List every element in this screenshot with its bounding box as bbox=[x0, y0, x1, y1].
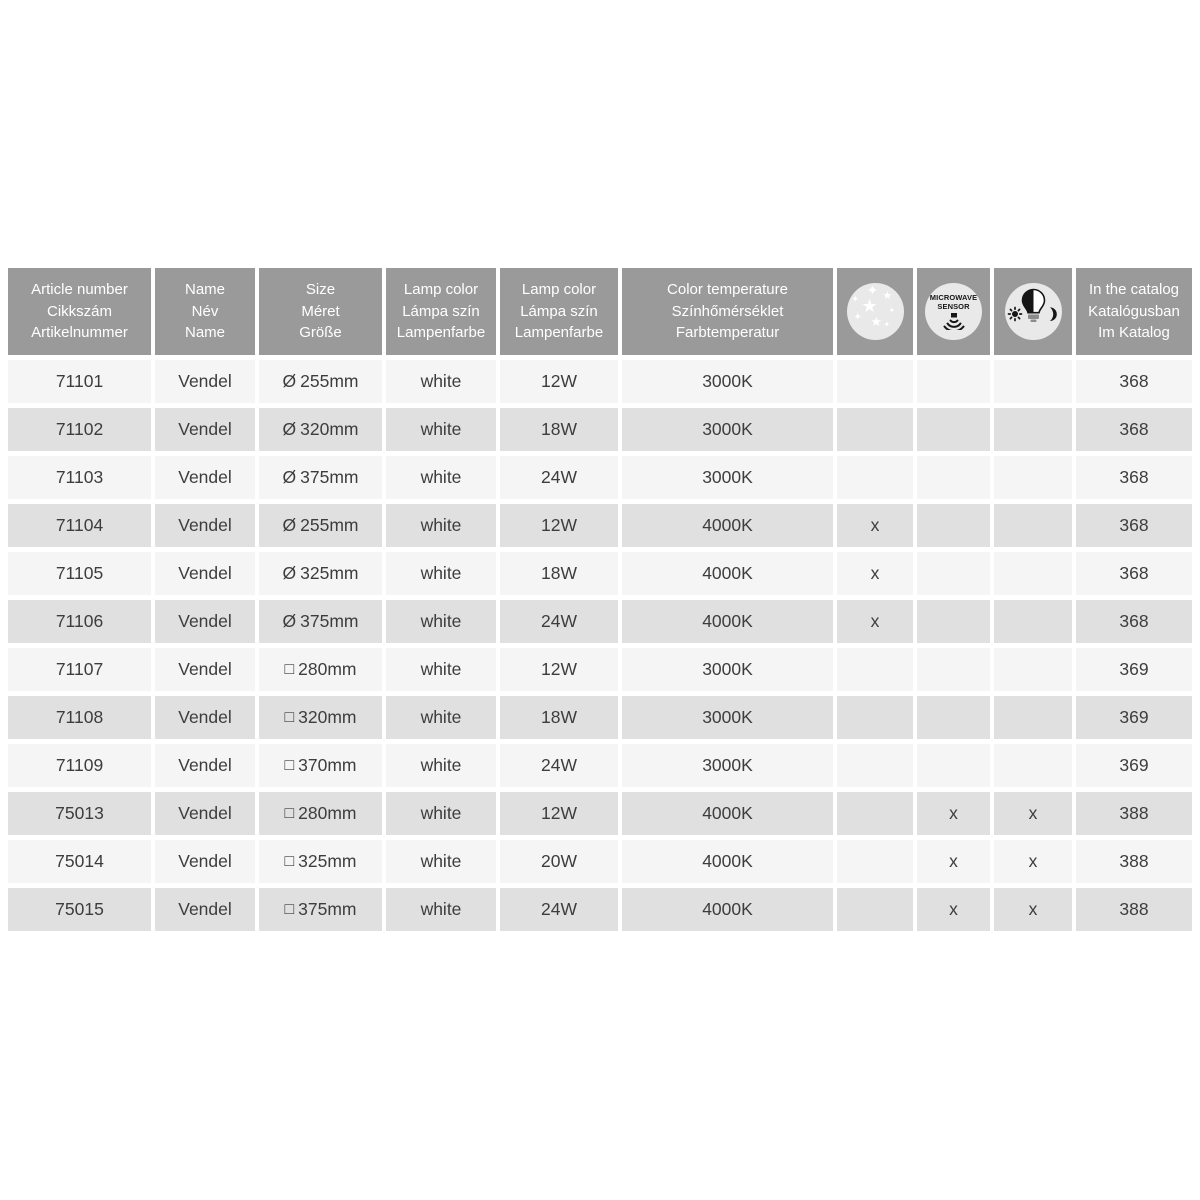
cell-size: □ 280mm bbox=[259, 648, 382, 691]
cell-day-night-sensor bbox=[994, 456, 1072, 499]
cell-lamp-color: white bbox=[386, 600, 496, 643]
cell-size: □ 280mm bbox=[259, 792, 382, 835]
table-row bbox=[8, 504, 1192, 547]
cell-article: 75013 bbox=[8, 792, 151, 835]
col-header-catalog bbox=[1076, 268, 1192, 355]
cell-name: Vendel bbox=[155, 600, 255, 643]
star-glyph: ★ bbox=[861, 296, 878, 316]
cell-stars-feature bbox=[837, 696, 913, 739]
star-glyph: ✦ bbox=[883, 320, 891, 329]
cell-wattage: 12W bbox=[500, 360, 618, 403]
cell-stars-feature: x bbox=[837, 504, 913, 547]
table-body bbox=[8, 360, 1192, 931]
cell-stars-feature bbox=[837, 840, 913, 883]
cell-stars-feature bbox=[837, 744, 913, 787]
table-row bbox=[8, 888, 1192, 931]
star-glyph: ✦ bbox=[853, 312, 862, 323]
header-line: Katalógusban bbox=[1088, 302, 1180, 320]
cell-lamp-color: white bbox=[386, 696, 496, 739]
cell-article: 71103 bbox=[8, 456, 151, 499]
cell-stars-feature bbox=[837, 456, 913, 499]
cell-article: 71109 bbox=[8, 744, 151, 787]
cell-size: Ø 325mm bbox=[259, 552, 382, 595]
cell-stars-feature bbox=[837, 648, 913, 691]
header-line: Lampenfarbe bbox=[514, 324, 604, 342]
header-line: Lamp color bbox=[403, 281, 479, 299]
cell-lamp-color: white bbox=[386, 792, 496, 835]
square-shape-icon: □ bbox=[284, 901, 295, 918]
header-line: Im Katalog bbox=[1098, 324, 1170, 342]
cell-day-night-sensor bbox=[994, 360, 1072, 403]
star-glyph: ★ bbox=[882, 290, 893, 302]
cell-catalog: 388 bbox=[1076, 888, 1192, 931]
round-shape-icon: Ø bbox=[282, 515, 297, 535]
header-line: Név bbox=[191, 302, 219, 320]
cell-microwave-sensor bbox=[917, 504, 990, 547]
cell-wattage: 18W bbox=[500, 696, 618, 739]
cell-catalog: 368 bbox=[1076, 504, 1192, 547]
cell-wattage: 24W bbox=[500, 744, 618, 787]
col-header-stars-feature bbox=[837, 268, 913, 355]
cell-day-night-sensor bbox=[994, 744, 1072, 787]
cell-catalog: 368 bbox=[1076, 360, 1192, 403]
cell-color-temperature: 3000K bbox=[622, 408, 833, 451]
cell-catalog: 368 bbox=[1076, 600, 1192, 643]
header-line: Színhőmérséklet bbox=[671, 302, 784, 320]
col-header-name bbox=[155, 268, 255, 355]
round-shape-icon: Ø bbox=[282, 467, 297, 487]
cell-catalog: 369 bbox=[1076, 696, 1192, 739]
cell-microwave-sensor bbox=[917, 696, 990, 739]
cell-size: □ 375mm bbox=[259, 888, 382, 931]
cell-stars-feature: x bbox=[837, 600, 913, 643]
cell-name: Vendel bbox=[155, 888, 255, 931]
header-line: Artikelnummer bbox=[31, 324, 128, 342]
col-header-wattage bbox=[500, 268, 618, 355]
cell-microwave-sensor bbox=[917, 744, 990, 787]
cell-catalog: 369 bbox=[1076, 648, 1192, 691]
cell-catalog: 368 bbox=[1076, 408, 1192, 451]
header-line: Lámpa szín bbox=[402, 302, 480, 320]
cell-article: 71104 bbox=[8, 504, 151, 547]
round-shape-icon: Ø bbox=[282, 419, 297, 439]
table-row bbox=[8, 792, 1192, 835]
cell-wattage: 24W bbox=[500, 456, 618, 499]
cell-name: Vendel bbox=[155, 504, 255, 547]
microwave-sensor-icon bbox=[925, 283, 982, 340]
cell-color-temperature: 3000K bbox=[622, 456, 833, 499]
cell-microwave-sensor: x bbox=[917, 888, 990, 931]
cell-microwave-sensor bbox=[917, 456, 990, 499]
cell-name: Vendel bbox=[155, 744, 255, 787]
cell-wattage: 18W bbox=[500, 408, 618, 451]
cell-stars-feature bbox=[837, 360, 913, 403]
cell-article: 75015 bbox=[8, 888, 151, 931]
cell-color-temperature: 4000K bbox=[622, 888, 833, 931]
table-row bbox=[8, 600, 1192, 643]
cell-color-temperature: 3000K bbox=[622, 744, 833, 787]
cell-article: 71106 bbox=[8, 600, 151, 643]
cell-day-night-sensor bbox=[994, 696, 1072, 739]
table-row bbox=[8, 696, 1192, 739]
header-line: Article number bbox=[31, 281, 128, 299]
cell-size: □ 370mm bbox=[259, 744, 382, 787]
cell-name: Vendel bbox=[155, 648, 255, 691]
cell-day-night-sensor bbox=[994, 648, 1072, 691]
header-line: Cikkszám bbox=[46, 302, 112, 320]
cell-stars-feature: x bbox=[837, 552, 913, 595]
square-shape-icon: □ bbox=[284, 709, 295, 726]
star-glyph: ✦ bbox=[851, 294, 860, 304]
cell-day-night-sensor: x bbox=[994, 792, 1072, 835]
cell-microwave-sensor bbox=[917, 600, 990, 643]
col-header-color-temperature bbox=[622, 268, 833, 355]
cell-lamp-color: white bbox=[386, 456, 496, 499]
cell-catalog: 368 bbox=[1076, 552, 1192, 595]
cell-color-temperature: 4000K bbox=[622, 792, 833, 835]
cell-microwave-sensor bbox=[917, 408, 990, 451]
table-row bbox=[8, 744, 1192, 787]
square-shape-icon: □ bbox=[284, 805, 295, 822]
cell-microwave-sensor bbox=[917, 360, 990, 403]
cell-size: □ 320mm bbox=[259, 696, 382, 739]
cell-day-night-sensor: x bbox=[994, 888, 1072, 931]
cell-lamp-color: white bbox=[386, 504, 496, 547]
cell-wattage: 12W bbox=[500, 648, 618, 691]
sun-glyph bbox=[1008, 308, 1021, 321]
cell-name: Vendel bbox=[155, 792, 255, 835]
col-header-day-night-sensor bbox=[994, 268, 1072, 355]
cell-lamp-color: white bbox=[386, 552, 496, 595]
header-line: Méret bbox=[301, 302, 340, 320]
star-glyph: ✦ bbox=[888, 306, 896, 315]
header-line: Lampenfarbe bbox=[396, 324, 486, 342]
cell-catalog: 369 bbox=[1076, 744, 1192, 787]
cell-name: Vendel bbox=[155, 360, 255, 403]
cell-wattage: 24W bbox=[500, 600, 618, 643]
cell-size: Ø 255mm bbox=[259, 360, 382, 403]
cell-size: □ 325mm bbox=[259, 840, 382, 883]
cell-name: Vendel bbox=[155, 408, 255, 451]
round-shape-icon: Ø bbox=[282, 563, 297, 583]
cell-day-night-sensor bbox=[994, 504, 1072, 547]
round-shape-icon: Ø bbox=[282, 371, 297, 391]
star-glyph: ★ bbox=[870, 314, 883, 329]
cell-name: Vendel bbox=[155, 840, 255, 883]
cell-stars-feature bbox=[837, 408, 913, 451]
table-row bbox=[8, 552, 1192, 595]
cell-catalog: 368 bbox=[1076, 456, 1192, 499]
cell-article: 71101 bbox=[8, 360, 151, 403]
header-line: Color temperature bbox=[667, 281, 788, 299]
cell-lamp-color: white bbox=[386, 408, 496, 451]
cell-name: Vendel bbox=[155, 552, 255, 595]
cell-size: Ø 320mm bbox=[259, 408, 382, 451]
header-line: Size bbox=[305, 281, 336, 299]
cell-size: Ø 375mm bbox=[259, 600, 382, 643]
cell-color-temperature: 3000K bbox=[622, 696, 833, 739]
cell-day-night-sensor bbox=[994, 600, 1072, 643]
cell-catalog: 388 bbox=[1076, 792, 1192, 835]
cell-day-night-sensor bbox=[994, 552, 1072, 595]
header-line: Name bbox=[184, 324, 225, 342]
cell-lamp-color: white bbox=[386, 888, 496, 931]
round-shape-icon: Ø bbox=[282, 611, 297, 631]
table-row bbox=[8, 456, 1192, 499]
cell-day-night-sensor: x bbox=[994, 840, 1072, 883]
cell-microwave-sensor: x bbox=[917, 792, 990, 835]
cell-article: 75014 bbox=[8, 840, 151, 883]
cell-article: 71107 bbox=[8, 648, 151, 691]
header-line: Lámpa szín bbox=[520, 302, 598, 320]
cell-wattage: 24W bbox=[500, 888, 618, 931]
square-shape-icon: □ bbox=[284, 661, 295, 678]
cell-color-temperature: 3000K bbox=[622, 360, 833, 403]
product-table bbox=[4, 263, 1196, 936]
cell-wattage: 12W bbox=[500, 504, 618, 547]
table-row bbox=[8, 648, 1192, 691]
cell-color-temperature: 4000K bbox=[622, 504, 833, 547]
sensor-label: SENSOR bbox=[937, 302, 970, 311]
header-line: Farbtemperatur bbox=[675, 324, 780, 342]
cell-lamp-color: white bbox=[386, 744, 496, 787]
table-row bbox=[8, 408, 1192, 451]
table-row bbox=[8, 840, 1192, 883]
cell-microwave-sensor: x bbox=[917, 840, 990, 883]
day-night-sensor-icon bbox=[1005, 283, 1062, 340]
col-header-size bbox=[259, 268, 382, 355]
header-row bbox=[8, 268, 1192, 355]
cell-wattage: 12W bbox=[500, 792, 618, 835]
cell-color-temperature: 4000K bbox=[622, 552, 833, 595]
header-line: Größe bbox=[299, 324, 342, 342]
cell-wattage: 20W bbox=[500, 840, 618, 883]
cell-microwave-sensor bbox=[917, 552, 990, 595]
cell-wattage: 18W bbox=[500, 552, 618, 595]
stars-icon bbox=[847, 283, 904, 340]
cell-day-night-sensor bbox=[994, 408, 1072, 451]
cell-catalog: 388 bbox=[1076, 840, 1192, 883]
col-header-article bbox=[8, 268, 151, 355]
cell-color-temperature: 4000K bbox=[622, 600, 833, 643]
cell-name: Vendel bbox=[155, 456, 255, 499]
cell-article: 71105 bbox=[8, 552, 151, 595]
star-glyph: ✦ bbox=[866, 283, 879, 298]
cell-color-temperature: 3000K bbox=[622, 648, 833, 691]
cell-article: 71102 bbox=[8, 408, 151, 451]
cell-size: Ø 255mm bbox=[259, 504, 382, 547]
cell-lamp-color: white bbox=[386, 648, 496, 691]
cell-lamp-color: white bbox=[386, 360, 496, 403]
cell-name: Vendel bbox=[155, 696, 255, 739]
header-line: In the catalog bbox=[1088, 281, 1180, 299]
cell-color-temperature: 4000K bbox=[622, 840, 833, 883]
cell-article: 71108 bbox=[8, 696, 151, 739]
header-line: Name bbox=[184, 281, 225, 299]
header-line: Lamp color bbox=[521, 281, 597, 299]
cell-stars-feature bbox=[837, 792, 913, 835]
cell-lamp-color: white bbox=[386, 840, 496, 883]
cell-microwave-sensor bbox=[917, 648, 990, 691]
table-row bbox=[8, 360, 1192, 403]
col-header-lamp-color bbox=[386, 268, 496, 355]
cell-size: Ø 375mm bbox=[259, 456, 382, 499]
col-header-microwave-sensor bbox=[917, 268, 990, 355]
radiating-waves-glyph bbox=[940, 313, 968, 330]
square-shape-icon: □ bbox=[284, 757, 295, 774]
square-shape-icon: □ bbox=[284, 853, 295, 870]
moon-glyph bbox=[1050, 307, 1057, 321]
microwave-label: MICROWAVE bbox=[929, 292, 978, 302]
cell-stars-feature bbox=[837, 888, 913, 931]
